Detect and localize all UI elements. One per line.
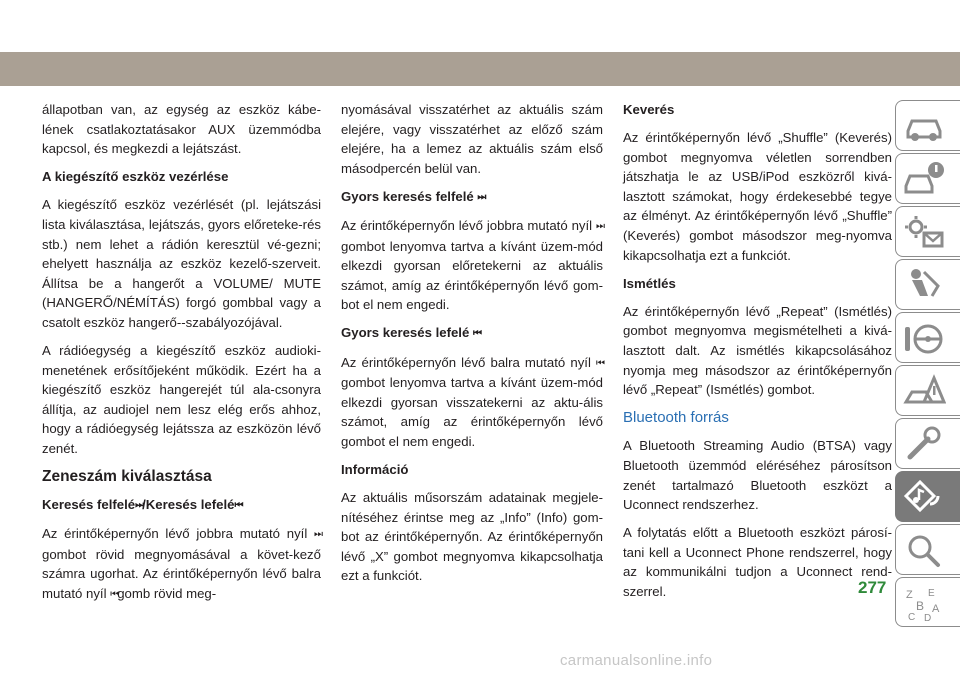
svg-text:E: E [928,588,935,599]
svg-text:B: B [916,599,925,613]
tab-warning-car[interactable] [895,153,960,204]
heading-shuffle: Keverés [623,102,675,117]
heading-text: Gyors keresés felfelé [341,188,474,204]
text: Az érintőképernyőn lévő jobbra mutató nyíl [42,526,308,542]
wrench-icon [902,425,946,463]
column-1 [42,100,321,613]
heading-part: Keresés felfelé [42,497,136,513]
prev-track-icon: ⏮ [596,357,604,369]
heading-part: /Keresés lefelé [142,497,235,513]
header-band [0,0,960,86]
hazard-triangle-icon [902,372,946,410]
paragraph: A folytatás előtt a Bluetooth eszközt párosí-tani kell a Uconnect Phone rendszerrel, hogy az kommunikálni tudjon a Uconnect rend-szerrel. [623,525,892,600]
column-2 [341,100,603,595]
text: gomb rövid meg- [117,586,217,602]
tab-service[interactable] [895,418,960,469]
car-icon [902,107,946,145]
paragraph: nyomásával visszatérhet az aktuális szám elejére, vagy visszatérhet az előző szám elejére, ha a lemez az aktuális szám első másodpercén belül van. [341,102,603,176]
tab-multimedia[interactable] [895,471,960,522]
text: Az érintőképernyőn lévő jobbra mutató nyíl [341,217,593,233]
tab-airbag[interactable] [895,259,960,310]
tab-car[interactable] [895,100,960,151]
heading-info: Információ [341,462,409,477]
prev-track-icon: ⏮ [234,500,242,512]
airbag-icon [902,266,946,304]
svg-text:D: D [924,613,932,622]
svg-text:A: A [932,603,940,615]
paragraph: A rádióegység a kiegészítő eszköz audioki-menetének erősítőjeként működik. Ezért ha a kiegészítő eszköz hangerejét túl ala-csonyra állítja, az audiojel nem lesz elég erős ahhoz, hogy a rádióegység lejátssza az eszközön lévő zenét. [42,343,321,456]
paragraph: állapotban van, az egység az eszköz kábe-lének csatlakoztatásakor AUX üzemmódba kapcsol, és megkezdi a lejátszást. [42,102,321,157]
search-icon [902,531,946,569]
page-number: 277 [858,578,887,597]
next-track-icon: ⏭ [595,220,603,232]
paragraph [341,353,603,452]
tab-hazard[interactable] [895,365,960,416]
music-phone-icon [902,478,946,516]
paragraph: A Bluetooth Streaming Audio (BTSA) vagy Bluetooth üzemmód eléréséhez párosítson zenét tartalmazó Bluetooth eszközt a Uconnect rendszerhez. [623,438,892,513]
watermark: carmanualsonline.info [560,652,713,669]
header-bar [0,52,960,86]
text: gombot lenyomva tartva a kívánt üzem-mód elkezdi gyorsan előretekerni az aktuális számot, amíg az érintőképernyőn lévő gom-bot el nem engedi. [341,238,603,313]
column-3 [623,100,892,610]
text: gombot rövid megnyomásával a követ-kező számra ugorhat. Az érintőképernyőn lévő balra mutató nyíl [42,546,321,602]
tab-dashboard-lights[interactable] [895,206,960,257]
next-track-icon: ⏭ [477,191,485,203]
heading-bluetooth: Bluetooth forrás [623,409,729,427]
prev-track-icon: ⏮ [472,328,480,340]
paragraph [341,216,603,315]
text: Az érintőképernyőn lévő balra mutató nyíl [341,354,591,370]
svg-text:C: C [908,612,916,622]
prev-track-icon: ⏮ [110,589,118,601]
tab-index[interactable] [895,577,960,627]
next-track-icon: ⏭ [135,500,143,512]
steering-wheel-icon [902,319,946,357]
paragraph: A kiegészítő eszköz vezérlését (pl. lejátszási lista kiválasztása, lejátszás, gyors előreteke-rés stb.) nem lehet a rádión keresztül vé-gezni; ehelyett használja az eszköz kezelő-szerveit. Állítsa be a hangerőt a VOLUME/ MUTE (HANGERŐ/NÉMÍTÁS) forgó gombbal vagy a csatolt eszköz hangerő--szabályozójával. [42,197,321,330]
svg-text:Z: Z [906,589,913,601]
heading-track-select: Zeneszám kiválasztása [42,468,212,486]
tab-search[interactable] [895,524,960,575]
heading-rewind [341,323,603,344]
index-icon [902,584,946,622]
next-track-icon: ⏭ [314,529,321,541]
heading-aux-control: A kiegészítő eszköz vezérlése [42,169,229,185]
paragraph: Az aktuális műsorszám adatainak megjele-nítéséhez érintse meg az „Info” (Info) gom-bot az érintőképernyőn. Az érintőképernyőn lévő „X” gombot megnyomva kikapcsolhatja ezt a funkciót. [341,490,603,584]
heading-text: Gyors keresés lefelé [341,325,470,341]
paragraph [42,524,321,604]
text: gombot lenyomva tartva a kívánt üzem-mód elkezdi gyorsan visszatekerni az aktu-ális számot, amíg az érintőképernyőn lévő gombot el nem engedi. [341,375,603,449]
paragraph: Az érintőképernyőn lévő „Repeat” (Ismétlés) gombot megnyomva megismételheti a kivá-lasztott dalt. Az ismétlés kikapcsolásához nyomja meg másodszor az érintőképernyőn lévő „Repeat” (Ismétlés) gombot. [623,303,892,398]
heading-repeat: Ismétlés [623,275,676,291]
tab-steering[interactable] [895,312,960,363]
warning-car-icon [902,160,946,198]
heading-seek [42,495,321,516]
dashboard-lights-icon [902,213,946,251]
paragraph: Az érintőképernyőn lévő „Shuffle” (Keverés) gombot megnyomva véletlen sorrendben játszhatja le az USB/iPod eszközről kivá-lasztott számokat, hogy érdekesebbé tegye az élményt. Az érintőképernyőn lévő „Shuffle” (Keverés) gombot másodszor meg-nyomva kikapcsolhatja ezt a funkciót. [623,130,892,263]
heading-fast-forward [341,187,603,208]
